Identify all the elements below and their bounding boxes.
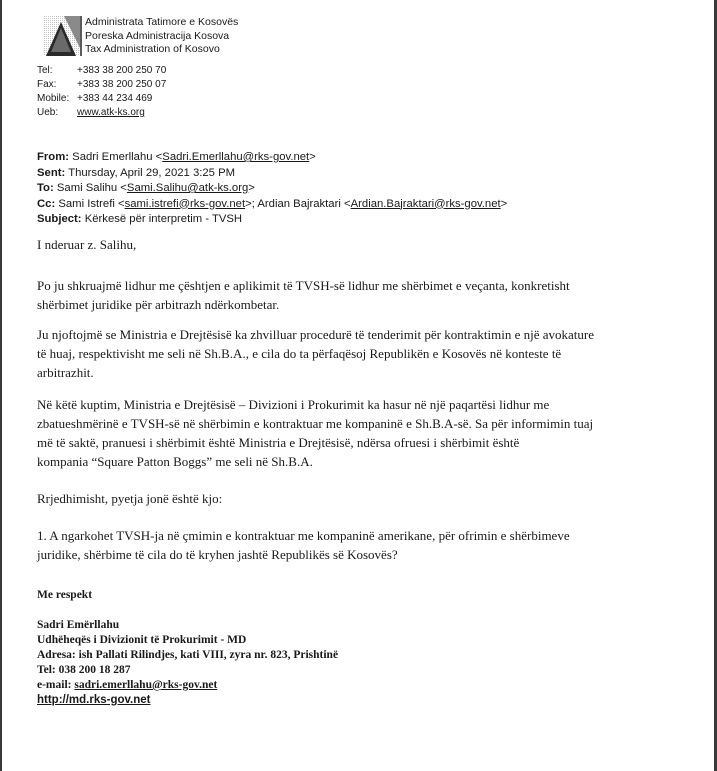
closing: Me respekt	[37, 589, 93, 601]
paragraph-line: kompania “Square Patton Boggs” me seli në Sh.B.A.	[37, 454, 313, 469]
triangle-logo-icon	[42, 14, 82, 58]
signer-title: Udhëheqës i Divizionit të Prokurimit - MD	[37, 634, 247, 646]
paragraph-line: Në këtë kuptim, Ministria e Drejtësisë – Divizioni i Prokurimit ka hasur në një paqartësi lidhur me	[37, 397, 550, 412]
cc-email-link[interactable]: sami.istrefi@rks-gov.net	[124, 197, 246, 210]
email-label: e-mail:	[37, 679, 75, 691]
body-paragraph-2	[37, 325, 594, 382]
email-header	[37, 150, 507, 228]
from-email-link[interactable]: Sadri.Emerllahu@rks-gov.net	[162, 151, 310, 163]
signer-tel: Tel: 038 200 18 287	[37, 664, 131, 676]
subject-line	[37, 212, 507, 228]
question-item	[37, 526, 570, 564]
greeting: I nderuar z. Salihu,	[37, 237, 137, 252]
body-paragraph-3	[37, 395, 593, 471]
signer-address: Adresa: ish Pallati Rilindjes, kati VIII, zyra nr. 823, Prishtinë	[37, 649, 339, 661]
paragraph-line: Ju njoftojmë se Ministria e Drejtësisë ka zhvilluar procedurë të tenderimit për kontraktimin e një avokature	[37, 327, 595, 342]
contact-label: Fax:	[37, 79, 57, 90]
contact-fax	[37, 78, 166, 92]
organization-names	[85, 16, 238, 57]
subject-value: Kërkesë për interpretim - TVSH	[84, 213, 243, 225]
cc-name: Ardian Bajraktari	[257, 197, 341, 210]
paragraph-line: Po ju shkruajmë lidhur me çështjen e aplikimit të TVSH-së lidhur me shërbimet e veçanta, konkretisht	[37, 278, 570, 293]
org-name-english: Tax Administration of Kosovo	[85, 43, 220, 55]
to-name: Sami Salihu	[56, 182, 118, 194]
sent-value: Thursday, April 29, 2021 3:25 PM	[68, 166, 236, 179]
signer-email-line	[37, 678, 338, 693]
subject-label: Subject:	[37, 213, 82, 225]
cc-email-link[interactable]: Ardian.Bajraktari@rks-gov.net	[350, 197, 501, 210]
cc-line: Cc: Sami Istrefi <sami.istrefi@rks-gov.net>; Ardian Bajraktari <Ardian.Bajraktari@rks-gov.net>	[37, 197, 508, 210]
sent-label: Sent:	[37, 166, 66, 179]
contact-web	[37, 106, 166, 120]
org-name-serbian: Poreska Administracija Kosova	[85, 29, 230, 42]
to-label: To:	[37, 182, 54, 194]
website-url-link[interactable]: http://md.rks-gov.net	[37, 694, 151, 706]
contact-label: Mobile:	[37, 93, 70, 104]
cc-name: Sami Istrefi	[58, 197, 115, 210]
sent-line	[37, 166, 507, 182]
paragraph-line: zbatueshmërinë e TVSH-së në shërbimin e kontraktuar me kompaninë e Sh.B.A-së. Sa për informimin tuaj	[37, 416, 594, 431]
question-line: juridike, shërbime të cila do të kryhen jashtë Republikës së Kosovës?	[37, 547, 398, 562]
cc-label: Cc:	[37, 197, 56, 210]
signer-name: Sadri Emërllahu	[37, 619, 120, 631]
contact-value: +383 38 200 250 07	[77, 79, 167, 90]
paragraph-line: shërbimet juridike për arbitrazh ndërkombetar.	[37, 297, 280, 312]
page-edge-left	[0, 0, 2, 771]
signer-email-link[interactable]: sadri.emerllahu@rks-gov.net	[74, 679, 218, 691]
org-name-albanian: Administrata Tatimore e Kosovës	[85, 16, 239, 28]
from-line: From: Sadri Emerllahu <Sadri.Emerllahu@rks-gov.net>	[37, 151, 316, 163]
to-email-link[interactable]: Sami.Salihu@atk-ks.org	[126, 182, 249, 194]
to-line: To: Sami Salihu <Sami.Salihu@atk-ks.org>	[37, 182, 255, 194]
website-link[interactable]: www.atk-ks.org	[77, 107, 145, 118]
contact-tel	[37, 64, 166, 78]
paragraph-line: të huaj, respektivisht me seli në Sh.B.A., e cila do ta përfaqësoj Republikën e Kosovës në konteste të	[37, 346, 562, 361]
contact-value: +383 38 200 250 70	[77, 65, 167, 76]
letterhead-contacts	[37, 64, 166, 120]
signature-block	[37, 588, 338, 708]
from-label: From:	[37, 151, 70, 163]
paragraph-line: më të saktë, pranuesi i shërbimit është Ministria e Drejtësisë, ndërsa ofruesi i shërbimit është	[37, 435, 520, 450]
paragraph-line: arbitrazhit.	[37, 365, 94, 380]
contact-value: +383 44 234 469	[77, 93, 153, 104]
question-intro: Rrjedhimisht, pyetja jonë është kjo:	[37, 491, 223, 506]
contact-label: Ueb:	[37, 107, 59, 118]
contact-label: Tel:	[37, 65, 53, 76]
question-line: 1. A ngarkohet TVSH-ja në çmimin e kontraktuar me kompaninë amerikane, për ofrimin e shërbimeve	[37, 528, 570, 543]
contact-mobile	[37, 92, 166, 106]
body-paragraph-1	[37, 276, 570, 314]
from-name: Sadri Emerllahu	[72, 151, 153, 163]
